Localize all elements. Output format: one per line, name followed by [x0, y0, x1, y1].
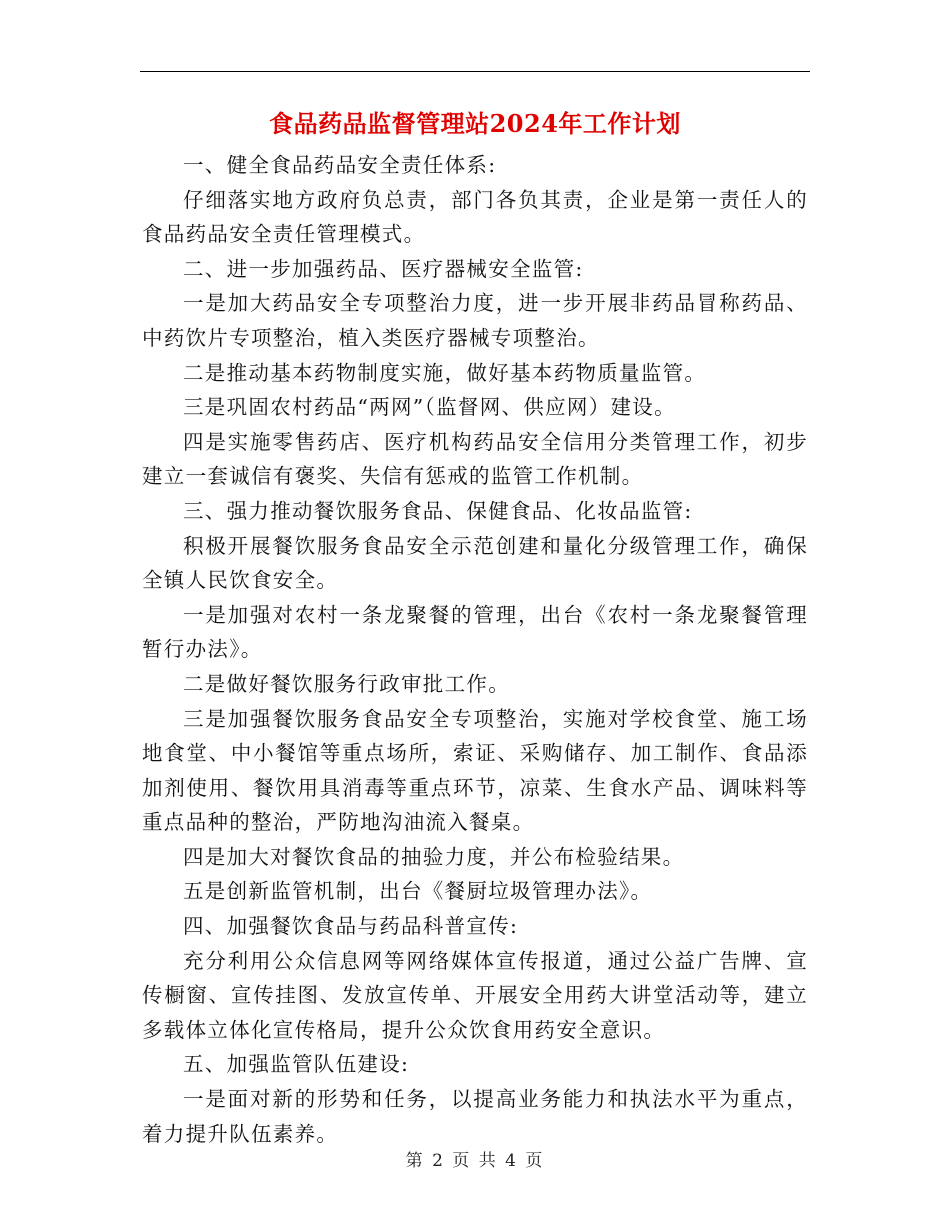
paragraph: 一是面对新的形势和任务，以提高业务能力和执法水平为重点，着力提升队伍素养。: [142, 1087, 808, 1146]
page-number-footer: 第 2 页 共 4 页: [405, 1151, 545, 1171]
paragraph: 一是加大药品安全专项整治力度，进一步开展非药品冒称药品、中药饮片专项整治，植入类医疗器械专项整治。: [142, 291, 808, 350]
paragraph: 四是加大对餐饮食品的抽验力度，并公布检验结果。: [183, 844, 685, 869]
paragraph: 二、进一步加强药品、医疗器械安全监管:: [183, 256, 584, 281]
paragraph: 二是做好餐饮服务行政审批工作。: [183, 671, 510, 696]
paragraph: 四是实施零售药店、医疗机构药品安全信用分类管理工作，初步建立一套诚信有褒奖、失信有惩戒的监管工作机制。: [142, 429, 808, 489]
paragraph: 五、加强监管队伍建设:: [183, 1052, 410, 1077]
document-body: [142, 148, 808, 1151]
header-rule: [140, 71, 810, 72]
paragraph: 一、健全食品药品安全责任体系:: [183, 153, 497, 177]
paragraph: 五是创新监管机制，出台《餐厨垃圾管理办法》。: [183, 879, 653, 904]
paragraph: 一是加强对农村一条龙聚餐的管理，出台《农村一条龙聚餐管理暂行办法》。: [142, 602, 808, 662]
paragraph: 三是巩固农村药品“两网”（监督网、供应网）建设。: [183, 395, 676, 420]
paragraph: 充分利用公众信息网等网络媒体宣传报道，通过公益广告牌、宣传橱窗、宣传挂图、发放宣传单、开展安全用药大讲堂活动等，建立多载体立体化宣传格局，提升公众饮食用药安全意识。: [142, 948, 808, 1042]
document-title: 食品药品监督管理站2024年工作计划: [269, 109, 681, 138]
paragraph: 三、强力推动餐饮服务食品、保健食品、化妆品监管:: [183, 498, 693, 523]
paragraph: 积极开展餐饮服务食品安全示范创建和量化分级管理工作，确保全镇人民饮食安全。: [142, 533, 808, 593]
paragraph: 仔细落实地方政府负总责，部门各负其责，企业是第一责任人的食品药品安全责任管理模式。: [142, 187, 808, 247]
paragraph: 四、加强餐饮食品与药品科普宣传:: [183, 914, 519, 939]
paragraph: 三是加强餐饮服务食品安全专项整治，实施对学校食堂、施工场地食堂、中小餐馆等重点场所，索证、采购储存、加工制作、食品添加剂使用、餐饮用具消毒等重点环节，凉菜、生食水产品、调味料等重点品种的整治，严防地沟油流入餐桌。: [142, 706, 808, 835]
paragraph: 二是推动基本药物制度实施，做好基本药物质量监管。: [183, 360, 707, 385]
